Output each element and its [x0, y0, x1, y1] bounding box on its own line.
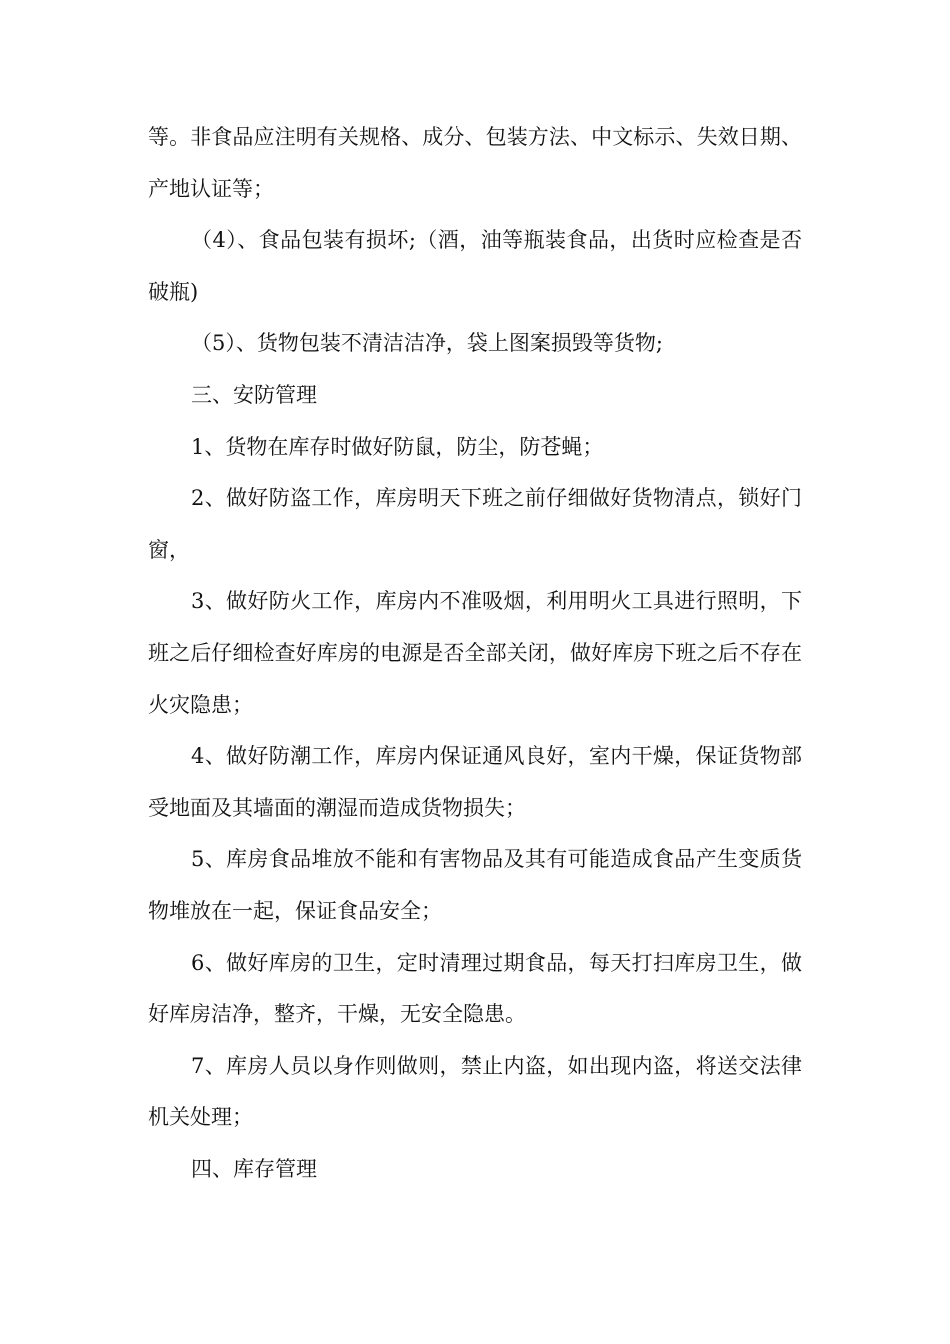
paragraph-security-2: 2、做好防盗工作，库房明天下班之前仔细做好货物清点，锁好门窗， [148, 486, 802, 562]
paragraph-item-5: （5）、货物包装不清洁洁净，袋上图案损毁等货物; [191, 331, 663, 356]
paragraph-security-7: 7、库房人员以身作则做则，禁止内盗，如出现内盗，将送交法律机关处理； [148, 1053, 802, 1130]
paragraph-security-3: 3、做好防火工作，库房内不准吸烟，利用明火工具进行照明，下班之后仔细检查好库房的电源是否全部关闭，做好库房下班之后不存在火灾隐患； [148, 589, 802, 717]
document-body [148, 112, 802, 1195]
paragraph-security-6: 6、做好库房的卫生，定时清理过期食品，每天打扫库房卫生，做好库房洁净，整齐，干燥，无安全隐患。 [148, 950, 802, 1027]
section-heading-inventory: 四、库存管理 [191, 1156, 317, 1181]
paragraph-continuation: 等。非食品应注明有关规格、成分、包装方法、中文标示、失效日期、产地认证等； [148, 125, 802, 201]
section-heading-security: 三、安防管理 [191, 382, 317, 407]
paragraph-security-1: 1、货物在库存时做好防鼠，防尘，防苍蝇； [191, 434, 604, 459]
paragraph-item-4: （4）、食品包装有损坏;（酒，油等瓶装食品，出货时应检查是否破瓶) [148, 228, 802, 304]
paragraph-security-5: 5、库房食品堆放不能和有害物品及其有可能造成食品产生变质货物堆放在一起，保证食品安全； [148, 847, 802, 923]
paragraph-security-4: 4、做好防潮工作，库房内保证通风良好，室内干燥，保证货物部受地面及其墙面的潮湿而造成货物损失； [148, 744, 802, 820]
